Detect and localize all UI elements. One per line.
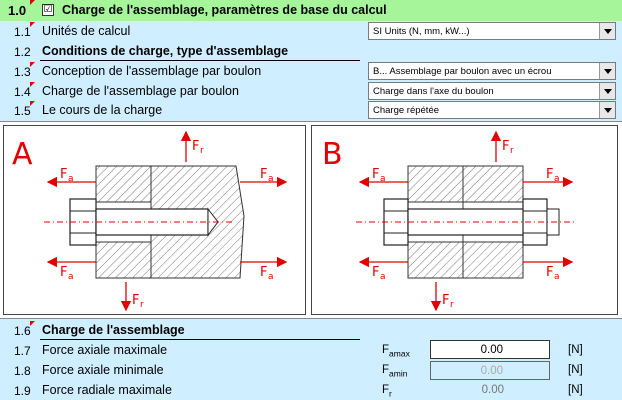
label-fa-sub: a [554, 272, 560, 282]
unit-label: [N] [568, 384, 583, 396]
row-label: Le cours de la charge [42, 103, 163, 117]
unit-label: [N] [568, 344, 583, 356]
row-label: Unités de calcul [42, 24, 131, 38]
max-axial-force-input[interactable]: 0.00 [430, 340, 550, 359]
row-load-course [0, 101, 622, 121]
diagram-panel-a[interactable] [3, 125, 306, 315]
row-label: Charge de l'assemblage par boulon [42, 84, 239, 98]
label-fa: F [60, 265, 68, 280]
units-select-value: SI Units (N, mm, kW...) [373, 26, 470, 37]
label-fa: F [372, 265, 380, 280]
row-label: Force axiale minimale [42, 363, 164, 377]
panel-a-letter: A [12, 137, 33, 172]
row-load-conditions [0, 42, 622, 62]
label-fa: F [546, 265, 554, 280]
units-select[interactable] [368, 22, 616, 40]
row-label: Force radiale maximale [42, 383, 172, 397]
load-course-select-value: Charge répétée [373, 105, 440, 116]
label-fr-sub: r [140, 300, 144, 310]
section-header [0, 0, 622, 21]
row-number: 1.2 [14, 45, 31, 59]
label-fa-sub: a [68, 272, 74, 282]
label-fa-sub: a [554, 174, 560, 184]
subsection-title: Charge de l'assemblage [42, 323, 185, 337]
comment-marker [30, 22, 35, 27]
label-fa: F [260, 265, 268, 280]
label-fr-sub: r [510, 146, 514, 156]
diagram-a [4, 126, 305, 314]
row-bolt-load [0, 82, 622, 102]
symbol-famin: $F_{amin}$ [382, 364, 408, 379]
row-label: Force axiale maximale [42, 343, 168, 357]
row-number: 1.4 [14, 85, 31, 99]
bolt-load-select-value: Charge dans l'axe du boulon [373, 86, 494, 97]
subsection-title: Conditions de charge, type d'assemblage [42, 44, 289, 58]
row-number: 1.1 [14, 25, 31, 39]
divider [40, 60, 360, 61]
label-fr-sub: r [200, 146, 204, 156]
chevron-down-icon[interactable] [599, 102, 615, 118]
symbol-fr: $F_r$ [382, 384, 392, 399]
row-max-radial-force [0, 381, 622, 400]
section-title: Charge de l'assemblage, paramètres de base du calcul [62, 3, 387, 17]
label-fa-sub: a [380, 174, 386, 184]
chevron-down-icon[interactable] [599, 63, 615, 79]
divider [40, 339, 360, 340]
row-number: 1.5 [14, 104, 31, 118]
label-fa-sub: a [380, 272, 386, 282]
symbol-famax: $F_{amax}$ [382, 344, 410, 359]
chevron-down-icon[interactable] [599, 23, 615, 39]
bolt-design-select[interactable] [368, 62, 616, 80]
row-number: 1.3 [14, 65, 31, 79]
row-number: 1.8 [14, 364, 31, 378]
comment-marker [30, 321, 35, 326]
row-number: 1.9 [14, 384, 31, 398]
row-min-axial-force [0, 361, 622, 381]
row-bolt-design [0, 62, 622, 82]
row-units [0, 22, 622, 42]
label-fa: F [260, 167, 268, 182]
label-fa: F [60, 167, 68, 182]
label-fa: F [546, 167, 554, 182]
diagram-b [312, 126, 617, 314]
section-number: 1.0 [8, 3, 27, 18]
min-axial-force-input[interactable]: 0.00 [430, 361, 550, 380]
label-fa-sub: a [68, 174, 74, 184]
label-fa-sub: a [268, 174, 274, 184]
row-number: 1.7 [14, 344, 31, 358]
label-fr: F [132, 293, 140, 308]
chevron-down-icon[interactable] [599, 83, 615, 99]
label-fa-sub: a [268, 272, 274, 282]
panel-b-letter: B [322, 137, 343, 172]
comment-marker [30, 101, 35, 106]
unit-label: [N] [568, 364, 583, 376]
bolt-design-select-value: B... Assemblage par boulon avec un écrou [373, 66, 552, 77]
label-fa: F [372, 167, 380, 182]
row-label: Conception de l'assemblage par boulon [42, 64, 262, 78]
section-checkbox[interactable]: ☑ [43, 4, 53, 15]
row-joint-load [0, 321, 622, 341]
comment-marker [30, 62, 35, 67]
max-radial-force-value: 0.00 [430, 381, 550, 400]
label-fr: F [502, 139, 510, 154]
row-max-axial-force [0, 341, 622, 361]
bolt-load-select[interactable] [368, 82, 616, 100]
label-fr: F [192, 139, 200, 154]
label-fr-sub: r [450, 300, 454, 310]
row-number: 1.6 [14, 324, 31, 338]
label-fr: F [442, 293, 450, 308]
load-course-select[interactable] [368, 101, 616, 119]
diagram-panel-b[interactable] [311, 125, 618, 315]
joint-diagram-area [0, 121, 622, 319]
comment-marker [30, 82, 35, 87]
comment-marker [30, 0, 35, 5]
